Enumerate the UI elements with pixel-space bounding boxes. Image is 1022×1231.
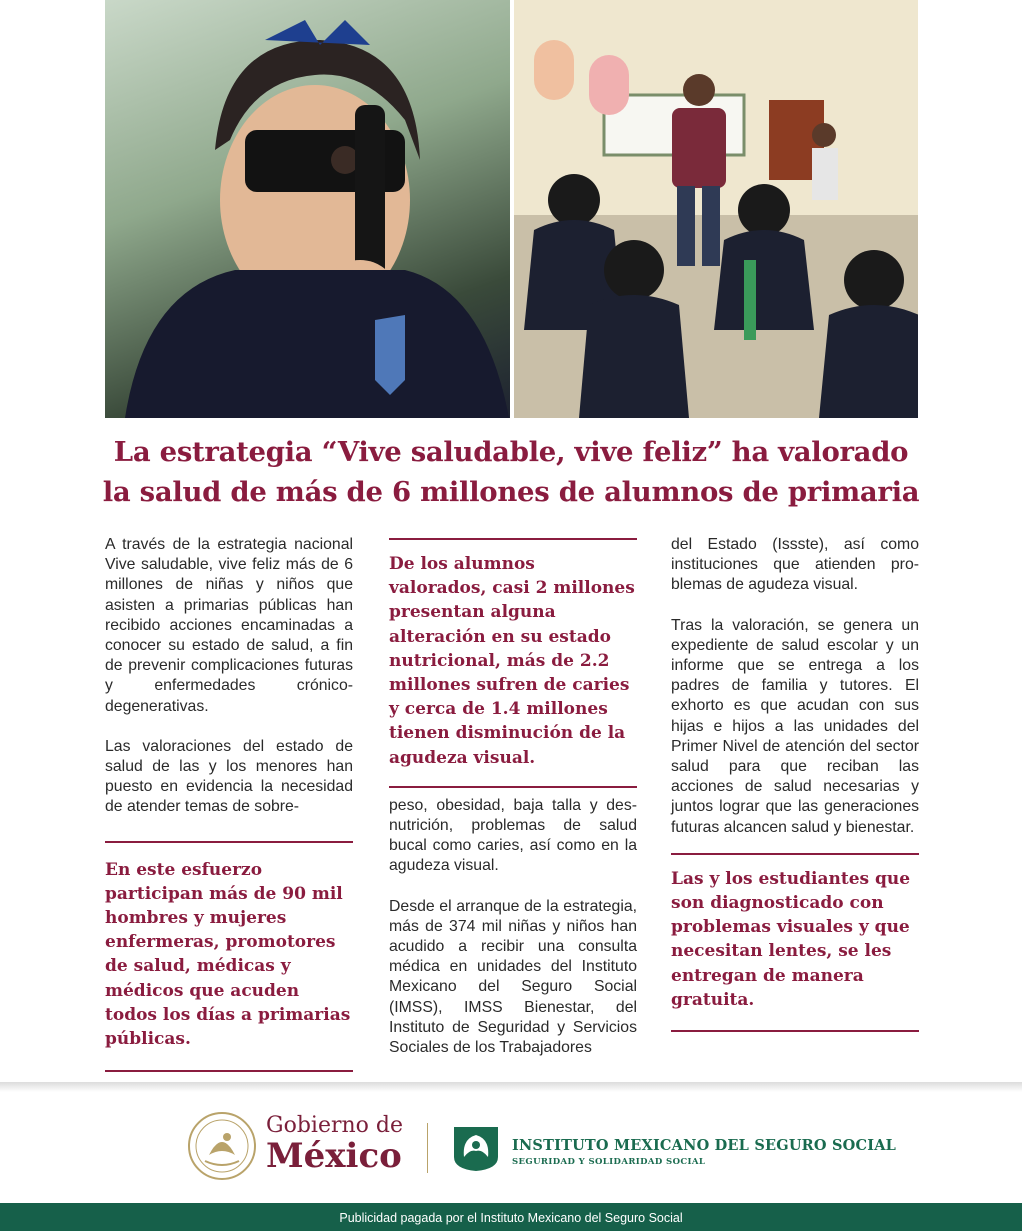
- divider-rule: [671, 853, 919, 855]
- footer-shadow: [0, 1082, 1022, 1092]
- pull-quote: En este esfuerzo participan más de 90 mil hombres y mujeres enfermeras, promotores de salud, médicas y médicos que acuden todos los días a primarias públicas.: [105, 859, 351, 1050]
- girl-eye-test-illustration: [105, 0, 509, 418]
- paragraph: Desde el arranque de la estrategia, más de 374 mil niñas y niños han acudido a recibir una consulta médica en unidades del Instituto Mexicano del Seguro Social (IMSS), IMSS Bienestar, del Instituto de Seguridad y Servicios Sociales de los Trabajadores: [389, 897, 637, 1057]
- pull-quote: De los alumnos valorados, casi 2 millones presentan alguna alteración en su estado nutricional, más de 2.2 millones sufren de caries y cerca de 1.4 millones tienen disminución de la agudeza visual.: [389, 554, 635, 768]
- imss-name: INSTITUTO MEXICANO DEL SEGURO SOCIAL: [512, 1137, 897, 1154]
- column-1: [105, 535, 353, 1072]
- paragraph: del Estado (Issste), así como instituciones que atienden problemas de agudeza visual.: [671, 536, 919, 594]
- logo-divider: [427, 1123, 428, 1173]
- hero-photos: [105, 0, 918, 418]
- imss-logo-text: [512, 1137, 896, 1167]
- paragraph: Tras la valoración, se genera un expediente de salud escolar y un informe que se entrega a los padres de familia y tutores. El exhorto es que acudan con sus hijas e hijos a las unidades del Primer Nivel de atención del sector salud para que reciban las acciones de salud necesarias y juntos lograr que las generaciones futuras alcancen salud y bienestar.: [671, 616, 919, 836]
- gobierno-line-1: Gobierno de: [266, 1113, 403, 1138]
- logo-strip: [0, 1095, 1022, 1200]
- mexico-seal-icon: [187, 1111, 257, 1181]
- column-3: [671, 535, 919, 1032]
- column-2: [389, 535, 637, 1058]
- divider-rule: [389, 538, 637, 540]
- imss-eagle-icon: [450, 1123, 502, 1173]
- divider-rule: [105, 841, 353, 843]
- divider-rule: [389, 786, 637, 788]
- headline: [60, 432, 962, 512]
- classroom-illustration: [514, 0, 919, 418]
- imss-tagline: SEGURIDAD Y SOLIDARIDAD SOCIAL: [512, 1157, 706, 1167]
- paragraph: Las valoraciones del estado de salud de las y los menores han puesto en evidencia la necesidad de atender temas de sobre-: [105, 737, 353, 816]
- headline-line-2: la salud de más de 6 millones de alumnos de primaria: [102, 476, 920, 508]
- girl-eye-test-photo: [105, 0, 510, 418]
- gobierno-line-2: México: [266, 1136, 402, 1176]
- pull-quote: Las y los estudiantes que son diagnosticado con problemas visuales y que necesitan lentes, se les entregan de manera gratuita.: [671, 868, 911, 1010]
- divider-rule: [671, 1030, 919, 1032]
- gobierno-de-mexico-logo: [266, 1113, 403, 1176]
- classroom-photo: [514, 0, 919, 418]
- divider-rule: [105, 1070, 353, 1072]
- headline-line-1: La estrategia “Vive saludable, vive feliz” ha valorado: [113, 436, 909, 468]
- paid-advertising-notice: Publicidad pagada por el Instituto Mexicano del Seguro Social: [0, 1203, 1022, 1231]
- paragraph: A través de la estrategia nacional Vive saludable, vive feliz más de 6 millones de niñas y niños que asisten a primarias públicas han recibido acciones encaminadas a conocer su estado de salud, a fin de prevenir complicaciones futuras y enfermedades crónico-degenerativas.: [105, 536, 353, 715]
- paragraph: peso, obesidad, baja talla y desnutrición, problemas de salud bucal como caries, así como en la agudeza visual.: [389, 796, 637, 875]
